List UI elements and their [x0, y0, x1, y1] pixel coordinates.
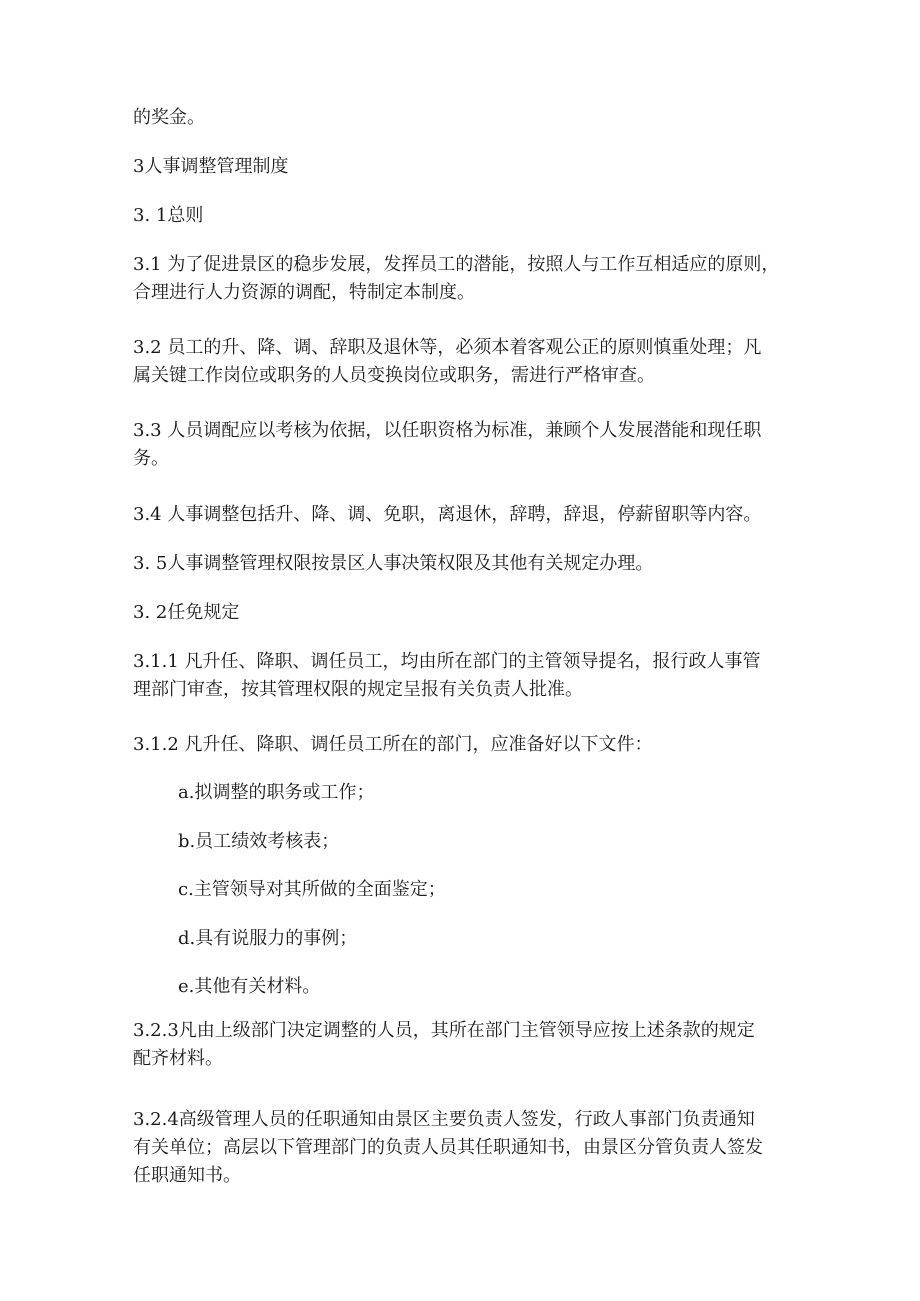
clause-3-3: 3.3 人员调配应以考核为依据，以任职资格为标准，兼顾个人发展潜能和现任职 务。	[133, 420, 762, 469]
subsection-heading-general: 3. 1总则	[133, 205, 204, 226]
list-item: e.其他有关材料。	[178, 976, 321, 997]
list-item: b.员工绩效考核表；	[178, 831, 340, 852]
clause-3-4: 3.4 人事调整包括升、降、调、免职，离退休，辞聘，辞退，停薪留职等内容。	[133, 504, 762, 525]
clause-3-2-4: 3.2.4高级管理人员的任职通知由景区主要负责人签发，行政人事部门负责通知 有关单位；高层以下管理部门的负责人员其任职通知书，由景区分管负责人签发 任职通知书。	[133, 1109, 763, 1186]
paragraph-continuation: 的奖金。	[133, 107, 205, 128]
section-heading: 3人事调整管理制度	[133, 156, 289, 177]
clause-3-2-3: 3.2.3凡由上级部门决定调整的人员，其所在部门主管领导应按上述条款的规定 配齐材料。	[133, 1020, 755, 1069]
clause-3-1: 3.1 为了促进景区的稳步发展，发挥员工的潜能，按照人与工作互相适应的原则， 合理进行人力资源的调配，特制定本制度。	[133, 254, 780, 303]
list-item: c.主管领导对其所做的全面鉴定；	[178, 879, 446, 900]
subsection-heading-appointment: 3. 2任免规定	[133, 602, 240, 623]
clause-3-1-1: 3.1.1 凡升任、降职、调任员工，均由所在部门的主管领导提名，报行政人事管 理部门审查，按其管理权限的规定呈报有关负责人批准。	[133, 651, 761, 700]
list-item: a.拟调整的职务或工作；	[178, 782, 375, 803]
clause-3-1-2: 3.1.2 凡升任、降职、调任员工所在的部门，应准备好以下文件：	[133, 734, 653, 755]
clause-3-5: 3. 5人事调整管理权限按景区人事决策权限及其他有关规定办理。	[133, 553, 654, 574]
clause-3-2: 3.2 员工的升、降、调、辞职及退休等，必须本着客观公正的原则慎重处理；凡 属关键工作岗位或职务的人员变换岗位或职务，需进行严格审查。	[133, 337, 762, 386]
list-item: d.具有说服力的事例；	[178, 928, 358, 949]
